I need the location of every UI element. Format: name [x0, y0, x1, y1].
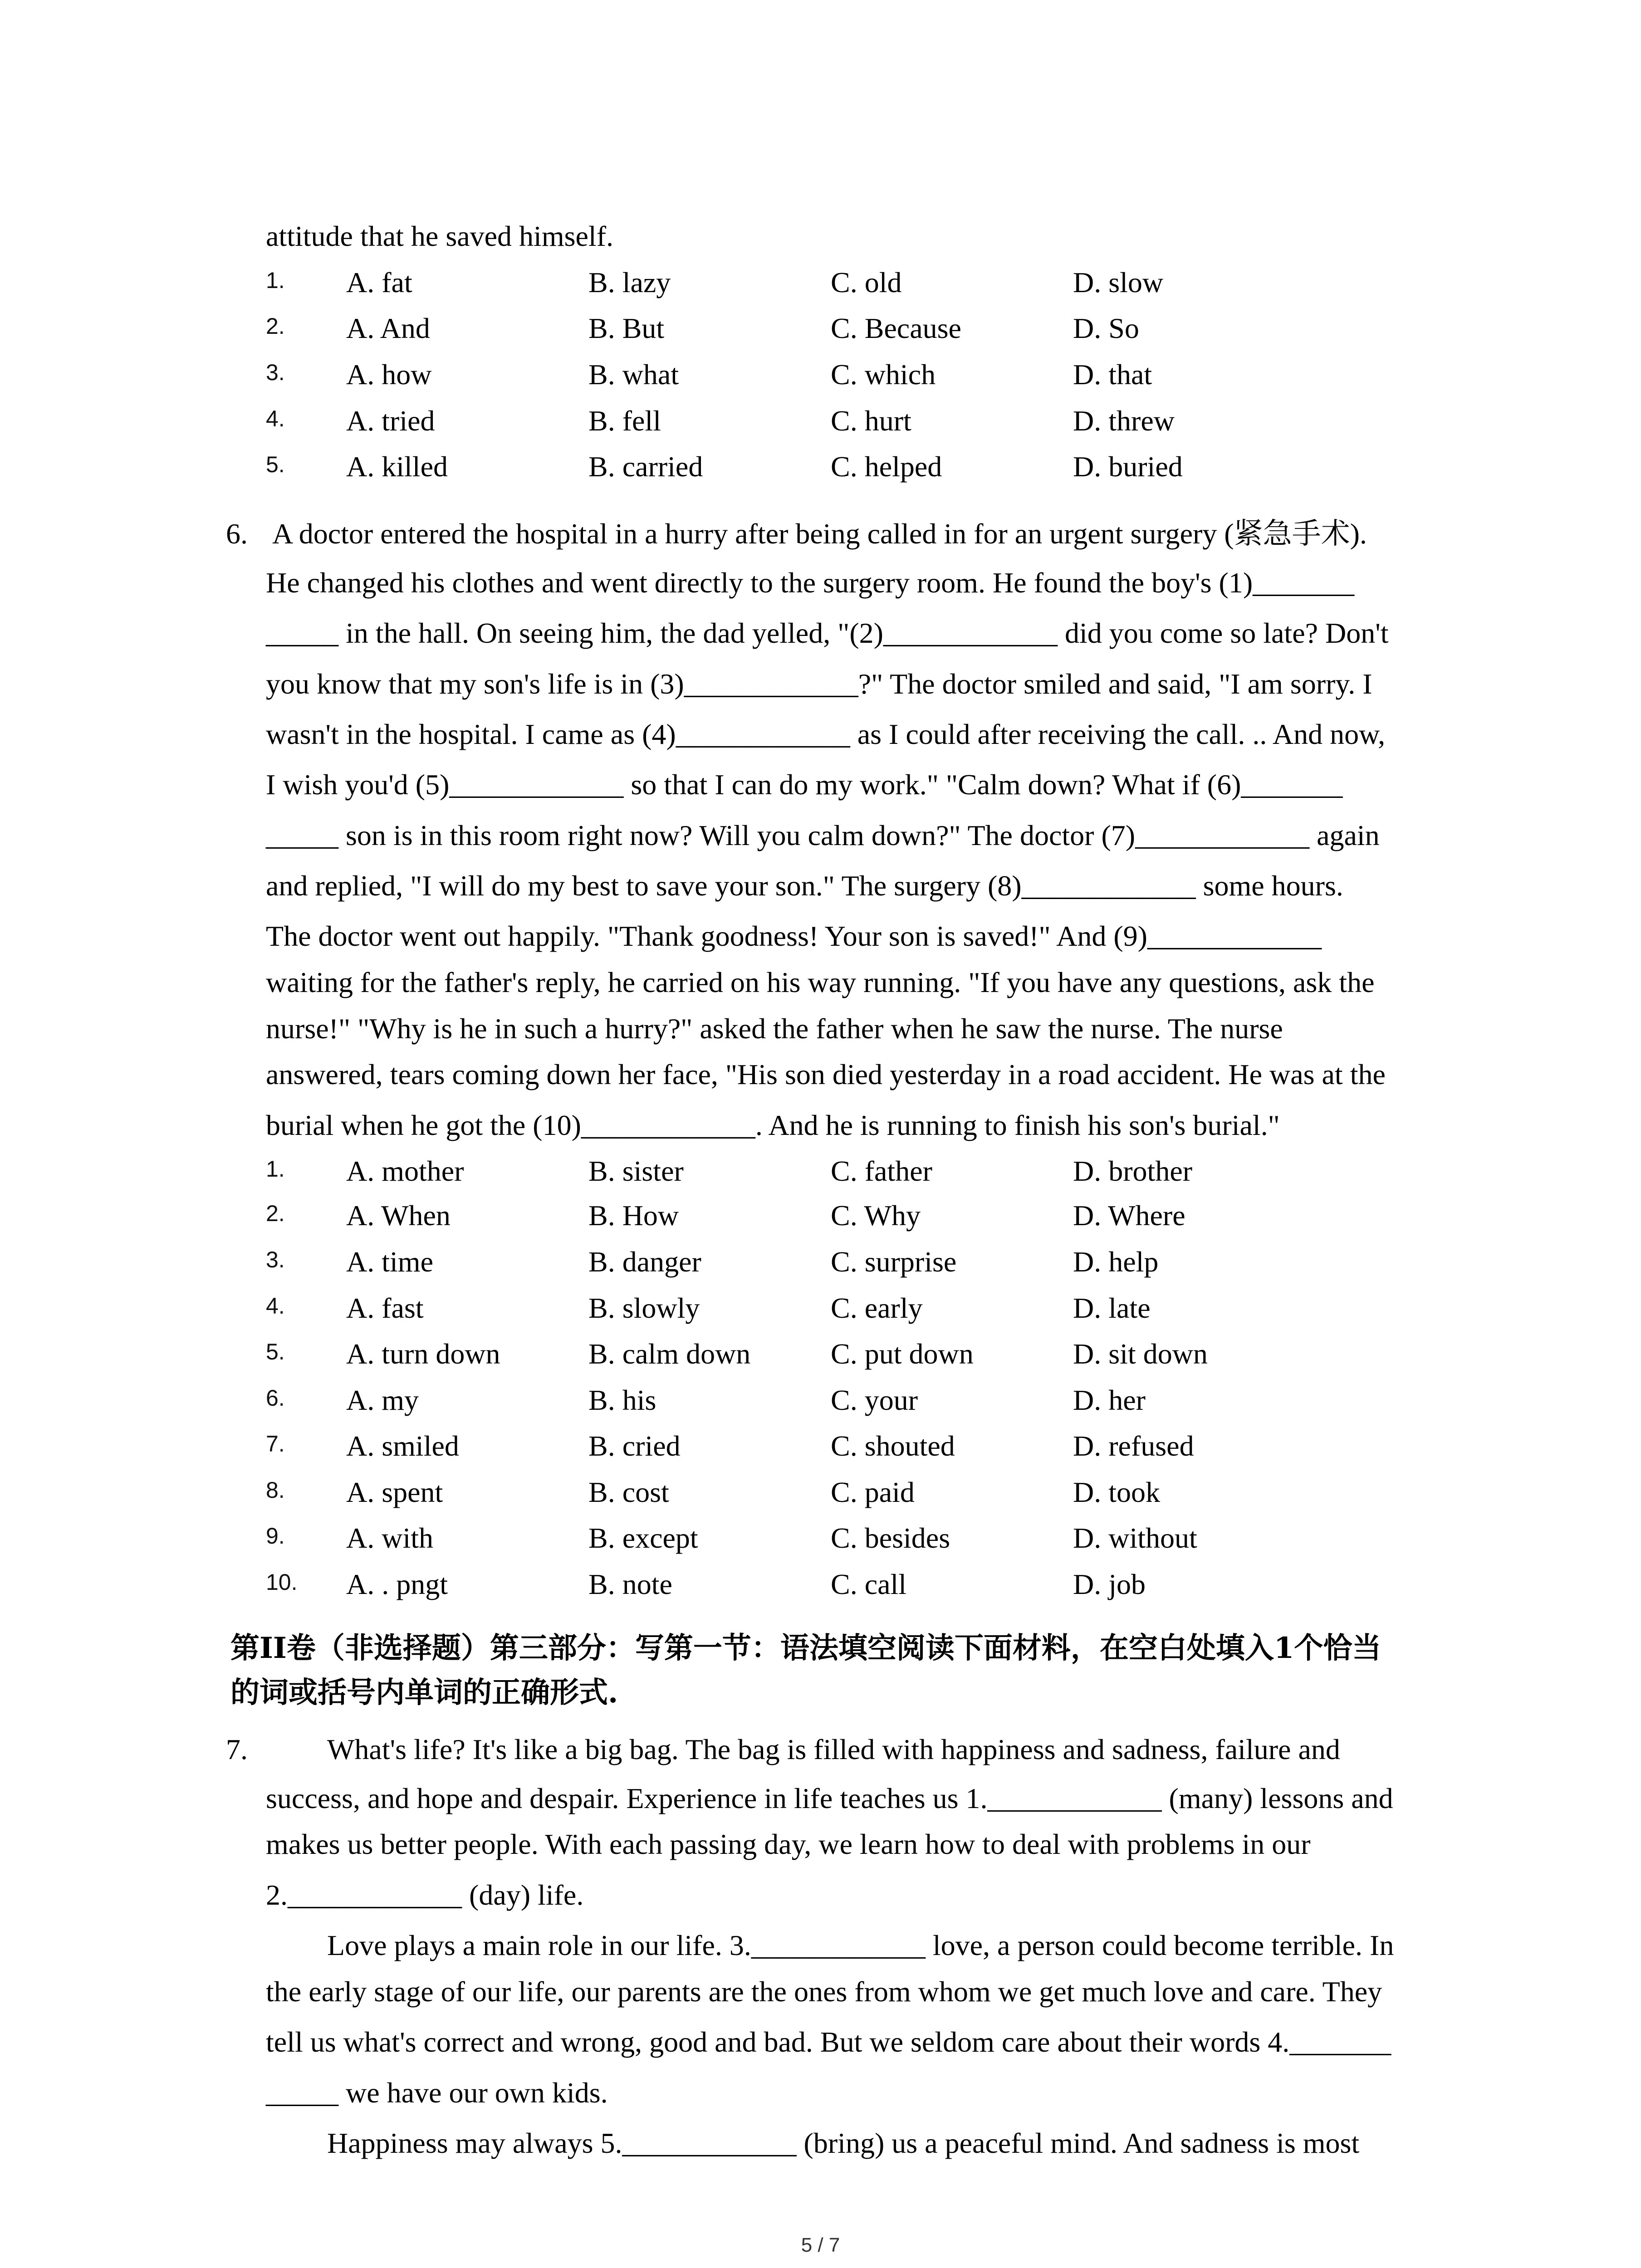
option-a: A. mother: [346, 1155, 464, 1187]
option-number: 4.: [266, 1293, 285, 1319]
option-b: B. his: [588, 1384, 656, 1416]
option-c: C. old: [831, 266, 902, 298]
option-number: 7.: [266, 1431, 285, 1457]
passage-line: waiting for the father's reply, he carried on his way running. "If you have any questions, ask the: [266, 966, 1375, 998]
section-heading-line: 的词或括号内单词的正确形式.: [230, 1676, 618, 1710]
option-c: C. paid: [831, 1476, 915, 1508]
option-d: D. slow: [1073, 266, 1164, 298]
option-a: A. how: [346, 358, 432, 391]
option-d: D. her: [1073, 1384, 1146, 1416]
option-row: [0, 1524, 1641, 1553]
option-c: C. helped: [831, 450, 942, 483]
option-b: B. How: [588, 1199, 679, 1232]
option-d: D. refused: [1073, 1430, 1194, 1462]
option-c: C. your: [831, 1384, 918, 1416]
question-number: 6.: [226, 518, 248, 550]
passage-line: The doctor went out happily. "Thank goodness! Your son is saved!" And (9)____________: [266, 920, 1322, 952]
option-row: [0, 1339, 1641, 1369]
option-c: C. Because: [831, 312, 961, 344]
option-row: [0, 452, 1641, 481]
passage-line: makes us better people. With each passing day, we learn how to deal with problems in our: [266, 1828, 1311, 1860]
option-a: A. spent: [346, 1476, 443, 1508]
option-b: B. But: [588, 312, 665, 344]
option-d: D. took: [1073, 1476, 1160, 1508]
option-number: 5.: [266, 1339, 285, 1364]
option-c: C. call: [831, 1568, 907, 1600]
option-row: [0, 268, 1641, 297]
passage-line: nurse!" "Why is he in such a hurry?" asked the father when he saw the nurse. The nurse: [266, 1012, 1283, 1045]
option-number: 8.: [266, 1477, 285, 1503]
page-number: 5 / 7: [801, 2234, 840, 2256]
passage-line: He changed his clothes and went directly to the surgery room. He found the boy's (1)_______: [266, 567, 1355, 599]
option-a: A. tried: [346, 405, 435, 437]
option-number: 10.: [266, 1569, 298, 1595]
option-row: [0, 314, 1641, 343]
passage-line: A doctor entered the hospital in a hurry after being called in for an urgent surgery (紧急手术).: [272, 518, 1367, 550]
option-d: D. threw: [1073, 405, 1175, 437]
option-d: D. So: [1073, 312, 1139, 344]
option-b: B. fell: [588, 405, 661, 437]
passage-line: the early stage of our life, our parents are the ones from whom we get much love and care. They: [266, 1975, 1382, 2008]
option-c: C. father: [831, 1155, 932, 1187]
passage-line: I wish you'd (5)____________ so that I can do my work." "Calm down? What if (6)_______: [266, 768, 1343, 801]
passage-line: success, and hope and despair. Experience in life teaches us 1.____________ (many) lessons and: [266, 1782, 1393, 1814]
passage-line: answered, tears coming down her face, "His son died yesterday in a road accident. He was at the: [266, 1058, 1386, 1090]
option-b: B. cried: [588, 1430, 681, 1462]
option-row: [0, 1570, 1641, 1599]
question-number: 7.: [226, 1733, 248, 1765]
option-d: D. that: [1073, 358, 1152, 391]
option-c: C. hurt: [831, 405, 911, 437]
passage-line: burial when he got the (10)____________. And he is running to finish his son's burial.": [266, 1109, 1280, 1141]
option-number: 3.: [266, 1247, 285, 1272]
option-c: C. Why: [831, 1199, 921, 1232]
option-b: B. cost: [588, 1476, 669, 1508]
option-number: 9.: [266, 1523, 285, 1549]
option-number: 1.: [266, 268, 285, 293]
option-b: B. danger: [588, 1246, 701, 1278]
option-d: D. late: [1073, 1292, 1151, 1324]
option-a: A. time: [346, 1246, 433, 1278]
option-number: 2.: [266, 313, 285, 339]
passage-line: tell us what's correct and wrong, good and bad. But we seldom care about their words 4._______: [266, 2026, 1391, 2058]
option-d: D. without: [1073, 1522, 1197, 1554]
option-b: B. except: [588, 1522, 698, 1554]
option-b: B. slowly: [588, 1292, 700, 1324]
option-b: B. what: [588, 358, 679, 391]
option-number: 6.: [266, 1385, 285, 1411]
option-c: C. surprise: [831, 1246, 957, 1278]
option-a: A. my: [346, 1384, 419, 1416]
option-a: A. killed: [346, 450, 448, 483]
option-number: 1.: [266, 1156, 285, 1182]
option-number: 5.: [266, 452, 285, 477]
option-a: A. with: [346, 1522, 433, 1554]
option-a: A. fat: [346, 266, 412, 298]
passage-line: Happiness may always 5.____________ (bring) us a peaceful mind. And sadness is most: [327, 2127, 1360, 2159]
option-row: [0, 1201, 1641, 1230]
option-c: C. which: [831, 358, 936, 391]
option-a: A. fast: [346, 1292, 424, 1324]
option-row: [0, 1386, 1641, 1415]
passage-line: and replied, "I will do my best to save your son." The surgery (8)____________ some hours.: [266, 870, 1343, 902]
option-c: C. early: [831, 1292, 923, 1324]
option-a: A. turn down: [346, 1338, 500, 1370]
passage-line: 2.____________ (day) life.: [266, 1879, 584, 1911]
option-d: D. Where: [1073, 1199, 1185, 1232]
option-c: C. shouted: [831, 1430, 955, 1462]
option-row: [0, 360, 1641, 389]
option-a: A. smiled: [346, 1430, 459, 1462]
option-a: A. And: [346, 312, 430, 344]
option-b: B. calm down: [588, 1338, 751, 1370]
option-b: B. sister: [588, 1155, 684, 1187]
option-b: B. carried: [588, 450, 703, 483]
option-row: [0, 1247, 1641, 1276]
option-b: B. lazy: [588, 266, 671, 298]
option-number: 2.: [266, 1201, 285, 1226]
option-d: D. sit down: [1073, 1338, 1208, 1370]
section-heading-line: 第II卷（非选择题）第三部分：写第一节：语法填空阅读下面材料，在空白处填入1个恰当: [230, 1631, 1381, 1665]
option-number: 3.: [266, 360, 285, 385]
option-c: C. besides: [831, 1522, 950, 1554]
option-number: 4.: [266, 406, 285, 431]
option-d: D. job: [1073, 1568, 1146, 1600]
option-row: [0, 1294, 1641, 1323]
option-c: C. put down: [831, 1338, 974, 1370]
option-row: [0, 1432, 1641, 1461]
passage-line: attitude that he saved himself.: [266, 220, 613, 252]
option-a: A. When: [346, 1199, 451, 1232]
option-d: D. help: [1073, 1246, 1159, 1278]
option-d: D. buried: [1073, 450, 1183, 483]
option-d: D. brother: [1073, 1155, 1193, 1187]
option-a: A. . pngt: [346, 1568, 448, 1600]
passage-line: _____ we have our own kids.: [266, 2077, 608, 2109]
passage-line: _____ in the hall. On seeing him, the dad yelled, "(2)____________ did you come so late? Don't: [266, 617, 1389, 649]
passage-line: wasn't in the hospital. I came as (4)____________ as I could after receiving the call. .. And now,: [266, 718, 1386, 750]
passage-line: What's life? It's like a big bag. The bag is filled with happiness and sadness, failure and: [327, 1733, 1340, 1765]
option-row: [0, 1478, 1641, 1507]
passage-line: you know that my son's life is in (3)____________?" The doctor smiled and said, "I am sorry. I: [266, 668, 1372, 700]
option-b: B. note: [588, 1568, 672, 1600]
passage-line: Love plays a main role in our life. 3.____________ love, a person could become terrible. In: [327, 1929, 1394, 1961]
passage-line: _____ son is in this room right now? Will you calm down?" The doctor (7)____________ again: [266, 819, 1380, 851]
option-row: [0, 406, 1641, 435]
option-row: [0, 1157, 1641, 1186]
